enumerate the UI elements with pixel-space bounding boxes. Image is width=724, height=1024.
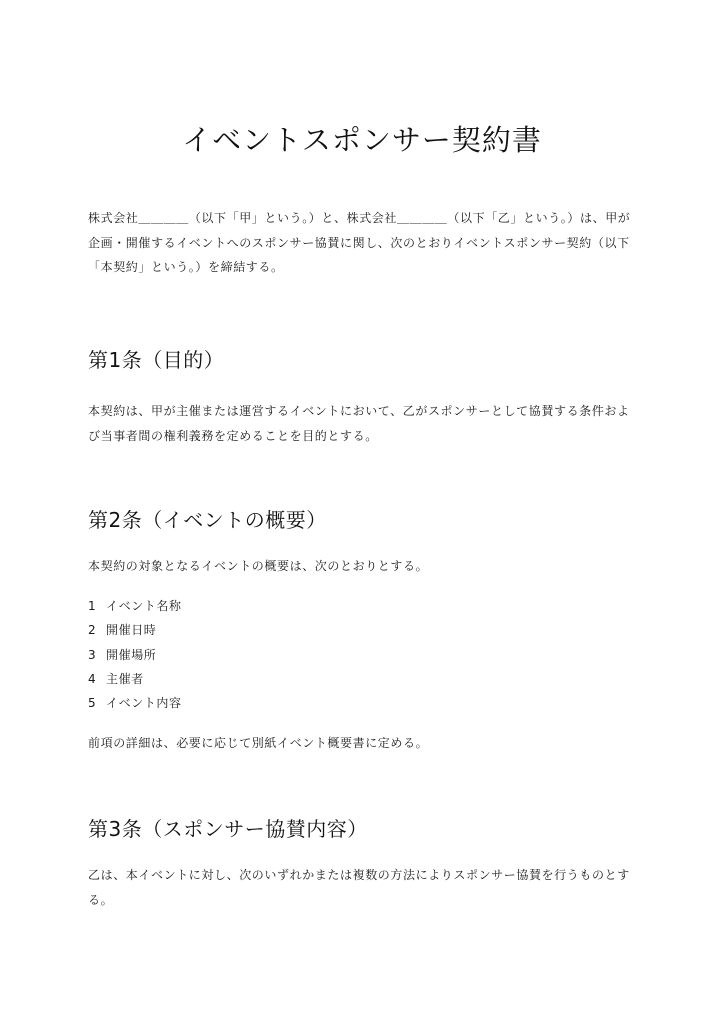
event-overview-list bbox=[88, 594, 182, 715]
list-item bbox=[88, 691, 182, 715]
list-item-label: イベント内容 bbox=[106, 696, 182, 711]
list-item-number: 1 bbox=[88, 599, 97, 613]
article-1-heading: 第1条（目的） bbox=[88, 348, 225, 372]
list-item-label: 開催日時 bbox=[106, 623, 157, 638]
article-2-closing: 前項の詳細は、必要に応じて別紙イベント概要書に定める。 bbox=[88, 736, 429, 750]
list-item bbox=[88, 643, 182, 667]
list-item bbox=[88, 594, 182, 618]
list-item-number: 5 bbox=[88, 696, 97, 711]
article-2-heading: 第2条（イベントの概要） bbox=[88, 508, 327, 532]
list-item-label: 主催者 bbox=[106, 671, 144, 686]
document-title: イベントスポンサー契約書 bbox=[182, 123, 542, 157]
list-item-number: 4 bbox=[88, 671, 97, 686]
list-item-label: 開催場所 bbox=[106, 647, 157, 662]
list-item bbox=[88, 667, 182, 691]
preamble-paragraph: 株式会社＿＿＿＿（以下「甲」という。）と、株式会社＿＿＿＿（以下「乙」という。）は、甲が企画・開催するイベントへのスポンサー協賛に関し、次のとおりイベントスポンサー契約（以下「本契約」という。）を締結する。 bbox=[88, 211, 631, 274]
article-1-body: 本契約は、甲が主催または運営するイベントにおいて、乙がスポンサーとして協賛する条件および当事者間の権利義務を定めることを目的とする。 bbox=[88, 404, 630, 443]
article-2-intro: 本契約の対象となるイベントの概要は、次のとおりとする。 bbox=[88, 559, 429, 573]
list-item bbox=[88, 618, 182, 642]
article-3-body: 乙は、本イベントに対し、次のいずれかまたは複数の方法によりスポンサー協賛を行うものとする。 bbox=[88, 868, 630, 907]
article-3-heading: 第3条（スポンサー協賛内容） bbox=[88, 817, 368, 841]
list-item-label: イベント名称 bbox=[106, 599, 182, 613]
list-item-number: 3 bbox=[88, 647, 97, 662]
list-item-number: 2 bbox=[88, 623, 97, 638]
